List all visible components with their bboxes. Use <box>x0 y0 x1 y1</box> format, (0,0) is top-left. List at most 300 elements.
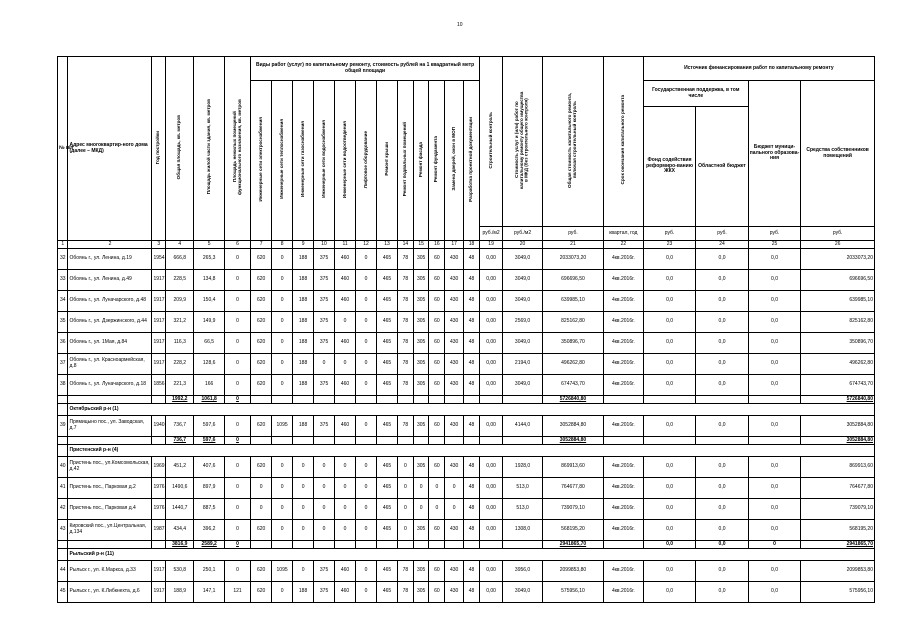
row-year: 1940 <box>152 416 166 437</box>
row-work-cost: 620 <box>251 291 272 312</box>
row-municipal: 0,0 <box>748 582 800 603</box>
subtotal-blank <box>314 396 335 404</box>
row-number: 44 <box>58 561 68 582</box>
row-address: Обоянь г., ул. 1Мая, д.84 <box>68 333 152 354</box>
row-work-cost: 0 <box>445 478 464 499</box>
row-work-cost: 0 <box>335 312 356 333</box>
subtotal-municipal <box>748 396 800 404</box>
row-work-cost: 48 <box>464 354 480 375</box>
row-number: 41 <box>58 478 68 499</box>
subtotal-blank <box>480 396 503 404</box>
row-work-cost: 375 <box>314 561 335 582</box>
row-work-cost: 188 <box>293 416 314 437</box>
subtotal-nonres-area: 0 <box>224 541 250 549</box>
subtotal-total-cost: 5726840,80 <box>543 396 604 404</box>
header-address: Адрес многоквартир-ного дома (далее – МКД) <box>68 57 152 241</box>
row-work-cost: 188 <box>293 270 314 291</box>
row-work-cost: 620 <box>251 375 272 396</box>
row-work-cost: 460 <box>335 416 356 437</box>
row-control: 0,00 <box>480 478 503 499</box>
row-work-cost: 60 <box>429 312 445 333</box>
row-fund: 0,0 <box>643 312 695 333</box>
section-blank <box>58 404 68 416</box>
row-work-cost: 0 <box>413 499 429 520</box>
header-work-5: Инженерные сети водоотведения <box>335 81 356 241</box>
section-row <box>58 404 875 416</box>
row-unit-cost: 2569,0 <box>503 312 543 333</box>
subtotal-row <box>58 396 875 404</box>
row-year: 1917 <box>152 354 166 375</box>
row-year: 1917 <box>152 312 166 333</box>
row-work-cost: 430 <box>445 354 464 375</box>
column-number: 12 <box>356 241 377 249</box>
row-work-cost: 465 <box>377 291 398 312</box>
subtotal-blank <box>251 437 272 445</box>
column-number: 3 <box>152 241 166 249</box>
column-number: 26 <box>801 241 875 249</box>
subtotal-blank <box>58 396 68 404</box>
subtotal-blank <box>429 541 445 549</box>
row-deadline: 4кв.2016г. <box>603 457 643 478</box>
subtotal-blank <box>68 541 152 549</box>
subtotal-blank <box>377 437 398 445</box>
row-total-cost: 674743,70 <box>543 375 604 396</box>
row-nonres-area: 0 <box>224 291 250 312</box>
row-number: 32 <box>58 249 68 270</box>
row-total-cost: 350896,70 <box>543 333 604 354</box>
header-work-2: Инженерные сети теплоснабжения <box>272 81 293 241</box>
row-owners: 696696,50 <box>801 270 875 291</box>
row-work-cost: 78 <box>398 291 414 312</box>
subtotal-municipal: 0 <box>748 541 800 549</box>
row-municipal: 0,0 <box>748 375 800 396</box>
row-owners: 575956,10 <box>801 582 875 603</box>
row-municipal: 0,0 <box>748 354 800 375</box>
row-number: 35 <box>58 312 68 333</box>
row-deadline: 4кв.2016г. <box>603 333 643 354</box>
row-regional: 0,0 <box>696 499 748 520</box>
row-deadline: 4кв.2016г. <box>603 291 643 312</box>
row-number: 34 <box>58 291 68 312</box>
subtotal-blank <box>152 541 166 549</box>
subtotal-owners: 3052884,80 <box>801 437 875 445</box>
row-work-cost: 0 <box>356 312 377 333</box>
row-regional: 0,0 <box>696 416 748 437</box>
row-work-cost: 430 <box>445 291 464 312</box>
row-work-cost: 0 <box>293 457 314 478</box>
row-total-area: 434,4 <box>166 520 194 541</box>
row-number: 45 <box>58 582 68 603</box>
row-control: 0,00 <box>480 354 503 375</box>
row-work-cost: 305 <box>413 561 429 582</box>
header-work-1: Инженерные сети электроснабжения <box>251 81 272 241</box>
column-number: 9 <box>293 241 314 249</box>
table-row <box>58 312 875 333</box>
row-work-cost: 375 <box>314 333 335 354</box>
header-deadline: Срок окончания капитального ремонта <box>603 57 643 227</box>
row-living-area: 149,9 <box>194 312 224 333</box>
row-regional: 0,0 <box>696 312 748 333</box>
row-municipal: 0,0 <box>748 478 800 499</box>
column-number: 20 <box>503 241 543 249</box>
row-owners: 825162,80 <box>801 312 875 333</box>
row-control: 0,00 <box>480 249 503 270</box>
row-work-cost: 60 <box>429 416 445 437</box>
capital-repair-table <box>57 56 875 603</box>
row-address: Пристень пос., Парковая д.4 <box>68 499 152 520</box>
header-work-7: Ремонт крыши <box>377 81 398 241</box>
row-living-area: 407,6 <box>194 457 224 478</box>
row-work-cost: 465 <box>377 582 398 603</box>
header-works-group: Виды работ (услуг) по капитальному ремонту, стоимость рублей на 1 квадратный метр общей площади <box>251 57 480 81</box>
row-work-cost: 460 <box>335 375 356 396</box>
row-work-cost: 78 <box>398 249 414 270</box>
unit-deadline: квартал, год <box>603 227 643 241</box>
row-year: 1987 <box>152 520 166 541</box>
row-municipal: 0,0 <box>748 291 800 312</box>
subtotal-row <box>58 437 875 445</box>
column-number: 21 <box>543 241 604 249</box>
header-municipal: Бюджет муници-пального образова-ния <box>748 81 800 227</box>
row-address: Обоянь г., ул. Красноармейская, д.8 <box>68 354 152 375</box>
row-control: 0,00 <box>480 270 503 291</box>
subtotal-blank <box>413 437 429 445</box>
column-number: 5 <box>194 241 224 249</box>
row-work-cost: 0 <box>356 270 377 291</box>
subtotal-living-area: 1061,8 <box>194 396 224 404</box>
row-work-cost: 60 <box>429 249 445 270</box>
subtotal-total-area: 736,7 <box>166 437 194 445</box>
row-living-area: 597,6 <box>194 416 224 437</box>
row-work-cost: 60 <box>429 561 445 582</box>
row-unit-cost: 3049,0 <box>503 249 543 270</box>
row-municipal: 0,0 <box>748 457 800 478</box>
row-work-cost: 430 <box>445 312 464 333</box>
row-work-cost: 48 <box>464 416 480 437</box>
subtotal-blank <box>398 437 414 445</box>
row-work-cost: 430 <box>445 375 464 396</box>
subtotal-blank <box>58 541 68 549</box>
column-numbers-row <box>58 241 875 249</box>
subtotal-blank <box>335 541 356 549</box>
row-work-cost: 620 <box>251 270 272 291</box>
subtotal-blank <box>603 437 643 445</box>
table-row <box>58 354 875 375</box>
row-work-cost: 465 <box>377 375 398 396</box>
subtotal-blank <box>314 437 335 445</box>
row-work-cost: 48 <box>464 270 480 291</box>
header-unit-cost: Стоимость услуг и (или) работ по капитальному ремонту общего имущества в МКД (без строительного контроля) <box>503 57 543 227</box>
row-total-area: 209,9 <box>166 291 194 312</box>
subtotal-blank <box>603 396 643 404</box>
row-work-cost: 188 <box>293 249 314 270</box>
subtotal-blank <box>398 396 414 404</box>
row-work-cost: 0 <box>272 354 293 375</box>
row-year: 1969 <box>152 457 166 478</box>
row-work-cost: 188 <box>293 354 314 375</box>
row-work-cost: 460 <box>335 333 356 354</box>
row-work-cost: 78 <box>398 312 414 333</box>
column-number: 16 <box>429 241 445 249</box>
subtotal-blank <box>445 396 464 404</box>
row-year: 1917 <box>152 582 166 603</box>
row-work-cost: 0 <box>429 499 445 520</box>
row-owners: 350896,70 <box>801 333 875 354</box>
row-work-cost: 375 <box>314 291 335 312</box>
row-work-cost: 0 <box>335 478 356 499</box>
column-number: 6 <box>224 241 250 249</box>
row-address: Обоянь г., ул. Дзержинского, д.44 <box>68 312 152 333</box>
row-deadline: 4кв.2016г. <box>603 499 643 520</box>
row-living-area: 134,8 <box>194 270 224 291</box>
row-total-cost: 696696,50 <box>543 270 604 291</box>
row-work-cost: 305 <box>413 249 429 270</box>
row-total-area: 221,3 <box>166 375 194 396</box>
row-owners: 869913,60 <box>801 457 875 478</box>
row-work-cost: 430 <box>445 582 464 603</box>
row-address: Рыльск г., ул. К.Маркса, д.33 <box>68 561 152 582</box>
subtotal-blank <box>464 396 480 404</box>
row-work-cost: 620 <box>251 333 272 354</box>
header-work-10: Ремонт фундамента <box>429 81 445 241</box>
subtotal-blank <box>293 396 314 404</box>
row-work-cost: 465 <box>377 333 398 354</box>
row-unit-cost: 3049,0 <box>503 291 543 312</box>
row-year: 1917 <box>152 291 166 312</box>
row-deadline: 4кв.2016г. <box>603 520 643 541</box>
row-municipal: 0,0 <box>748 499 800 520</box>
row-work-cost: 0 <box>356 416 377 437</box>
row-work-cost: 1095 <box>272 561 293 582</box>
row-unit-cost: 3049,0 <box>503 270 543 291</box>
subtotal-blank <box>429 437 445 445</box>
row-work-cost: 60 <box>429 333 445 354</box>
row-work-cost: 0 <box>272 582 293 603</box>
row-work-cost: 0 <box>398 499 414 520</box>
row-work-cost: 188 <box>293 312 314 333</box>
row-work-cost: 48 <box>464 375 480 396</box>
row-unit-cost: 3049,0 <box>503 582 543 603</box>
row-total-area: 321,2 <box>166 312 194 333</box>
row-work-cost: 60 <box>429 582 445 603</box>
row-regional: 0,0 <box>696 249 748 270</box>
subtotal-blank <box>251 541 272 549</box>
row-nonres-area: 0 <box>224 520 250 541</box>
column-number: 2 <box>68 241 152 249</box>
subtotal-blank <box>293 541 314 549</box>
row-address: Прямицыно пос., ул. Заводская, д.7 <box>68 416 152 437</box>
subtotal-blank <box>272 541 293 549</box>
row-total-cost: 2099853,80 <box>543 561 604 582</box>
row-control: 0,00 <box>480 457 503 478</box>
row-work-cost: 0 <box>293 478 314 499</box>
row-control: 0,00 <box>480 582 503 603</box>
row-number: 37 <box>58 354 68 375</box>
row-work-cost: 0 <box>356 333 377 354</box>
row-address: Пристень пос., Парковая д.2 <box>68 478 152 499</box>
row-control: 0,00 <box>480 499 503 520</box>
row-owners: 764677,80 <box>801 478 875 499</box>
header-work-3: Инженерные сети газоснабжения <box>293 81 314 241</box>
row-work-cost: 465 <box>377 499 398 520</box>
subtotal-blank <box>68 396 152 404</box>
column-number: 15 <box>413 241 429 249</box>
table-row <box>58 416 875 437</box>
subtotal-blank <box>68 437 152 445</box>
row-address: Пристень пос., ул.Комсомольская, д.42 <box>68 457 152 478</box>
row-work-cost: 0 <box>356 375 377 396</box>
header-control: Строительный контроль <box>480 57 503 227</box>
row-unit-cost: 1928,0 <box>503 457 543 478</box>
table-row <box>58 582 875 603</box>
unit-owners: руб. <box>801 227 875 241</box>
section-title: Пристенский р-н (4) <box>68 445 875 457</box>
row-number: 33 <box>58 270 68 291</box>
subtotal-blank <box>503 396 543 404</box>
row-work-cost: 0 <box>398 457 414 478</box>
header-row-1 <box>58 57 875 81</box>
table-row <box>58 291 875 312</box>
row-total-cost: 568195,20 <box>543 520 604 541</box>
row-regional: 0,0 <box>696 291 748 312</box>
row-work-cost: 0 <box>356 499 377 520</box>
header-state-group: Государственная поддержка, в том числе <box>643 81 748 107</box>
row-fund: 0,0 <box>643 499 695 520</box>
subtotal-nonres-area: 0 <box>224 396 250 404</box>
row-work-cost: 188 <box>293 333 314 354</box>
header-regional: Областной бюджет <box>696 107 748 227</box>
row-fund: 0,0 <box>643 478 695 499</box>
header-work-6: Лифтовое оборудование <box>356 81 377 241</box>
row-regional: 0,0 <box>696 354 748 375</box>
row-municipal: 0,0 <box>748 249 800 270</box>
row-fund: 0,0 <box>643 582 695 603</box>
subtotal-blank <box>464 437 480 445</box>
subtotal-blank <box>398 541 414 549</box>
row-year: 1917 <box>152 270 166 291</box>
row-work-cost: 0 <box>356 291 377 312</box>
row-nonres-area: 0 <box>224 312 250 333</box>
column-number: 22 <box>603 241 643 249</box>
row-work-cost: 48 <box>464 561 480 582</box>
row-unit-cost: 513,0 <box>503 499 543 520</box>
row-owners: 739079,10 <box>801 499 875 520</box>
row-total-cost: 639985,10 <box>543 291 604 312</box>
table-row <box>58 375 875 396</box>
row-work-cost: 78 <box>398 333 414 354</box>
row-work-cost: 0 <box>272 333 293 354</box>
row-work-cost: 0 <box>272 291 293 312</box>
row-work-cost: 0 <box>272 249 293 270</box>
row-work-cost: 460 <box>335 270 356 291</box>
row-work-cost: 0 <box>413 478 429 499</box>
row-work-cost: 620 <box>251 457 272 478</box>
row-year: 1917 <box>152 561 166 582</box>
row-work-cost: 0 <box>356 582 377 603</box>
row-address: Рыльск г., ул. К.Либкнехта, д.6 <box>68 582 152 603</box>
subtotal-municipal <box>748 437 800 445</box>
row-work-cost: 0 <box>429 478 445 499</box>
row-work-cost: 620 <box>251 561 272 582</box>
subtotal-blank <box>293 437 314 445</box>
subtotal-row <box>58 541 875 549</box>
row-work-cost: 620 <box>251 582 272 603</box>
row-work-cost: 620 <box>251 312 272 333</box>
row-nonres-area: 0 <box>224 249 250 270</box>
column-number: 7 <box>251 241 272 249</box>
subtotal-total-cost: 2941865,70 <box>543 541 604 549</box>
subtotal-blank <box>251 396 272 404</box>
row-nonres-area: 0 <box>224 499 250 520</box>
row-deadline: 4кв.2016г. <box>603 582 643 603</box>
row-municipal: 0,0 <box>748 520 800 541</box>
row-work-cost: 0 <box>356 457 377 478</box>
row-fund: 0,0 <box>643 333 695 354</box>
row-work-cost: 48 <box>464 249 480 270</box>
row-work-cost: 0 <box>272 312 293 333</box>
row-work-cost: 0 <box>314 520 335 541</box>
row-work-cost: 430 <box>445 520 464 541</box>
row-work-cost: 48 <box>464 499 480 520</box>
row-work-cost: 60 <box>429 520 445 541</box>
subtotal-blank <box>480 541 503 549</box>
table-row <box>58 561 875 582</box>
subtotal-fund <box>643 396 695 404</box>
row-address: Обоянь г., ул. Ленина, д.49 <box>68 270 152 291</box>
table-row <box>58 499 875 520</box>
table-row <box>58 333 875 354</box>
row-work-cost: 0 <box>293 561 314 582</box>
row-work-cost: 0 <box>356 249 377 270</box>
subtotal-total-area: 3816,9 <box>166 541 194 549</box>
row-municipal: 0,0 <box>748 416 800 437</box>
row-work-cost: 0 <box>398 478 414 499</box>
column-number: 13 <box>377 241 398 249</box>
row-work-cost: 60 <box>429 291 445 312</box>
row-work-cost: 430 <box>445 270 464 291</box>
unit-fund: руб. <box>643 227 695 241</box>
row-fund: 0,0 <box>643 249 695 270</box>
row-deadline: 4кв.2016г. <box>603 249 643 270</box>
subtotal-blank <box>335 396 356 404</box>
subtotal-regional <box>696 396 748 404</box>
row-control: 0,00 <box>480 291 503 312</box>
column-number: 4 <box>166 241 194 249</box>
row-deadline: 4кв.2016г. <box>603 354 643 375</box>
header-nonres-area: Площадь нежилых помещений функционального назначения, кв. метров <box>224 57 250 241</box>
row-work-cost: 305 <box>413 333 429 354</box>
row-living-area: 265,3 <box>194 249 224 270</box>
row-nonres-area: 121 <box>224 582 250 603</box>
column-number: 14 <box>398 241 414 249</box>
row-year: 1976 <box>152 478 166 499</box>
header-work-12: Разработка проектной документации <box>464 81 480 241</box>
row-total-area: 530,8 <box>166 561 194 582</box>
row-work-cost: 188 <box>293 582 314 603</box>
row-living-area: 250,1 <box>194 561 224 582</box>
page-number: 10 <box>457 22 463 28</box>
row-total-cost: 496262,80 <box>543 354 604 375</box>
row-unit-cost: 1308,0 <box>503 520 543 541</box>
row-work-cost: 620 <box>251 520 272 541</box>
row-number: 38 <box>58 375 68 396</box>
row-work-cost: 460 <box>335 249 356 270</box>
row-owners: 568195,20 <box>801 520 875 541</box>
unit-regional: руб. <box>696 227 748 241</box>
section-title: Рыльский р-н (11) <box>68 549 875 561</box>
unit-unit-cost: руб./м2 <box>503 227 543 241</box>
row-work-cost: 0 <box>445 499 464 520</box>
